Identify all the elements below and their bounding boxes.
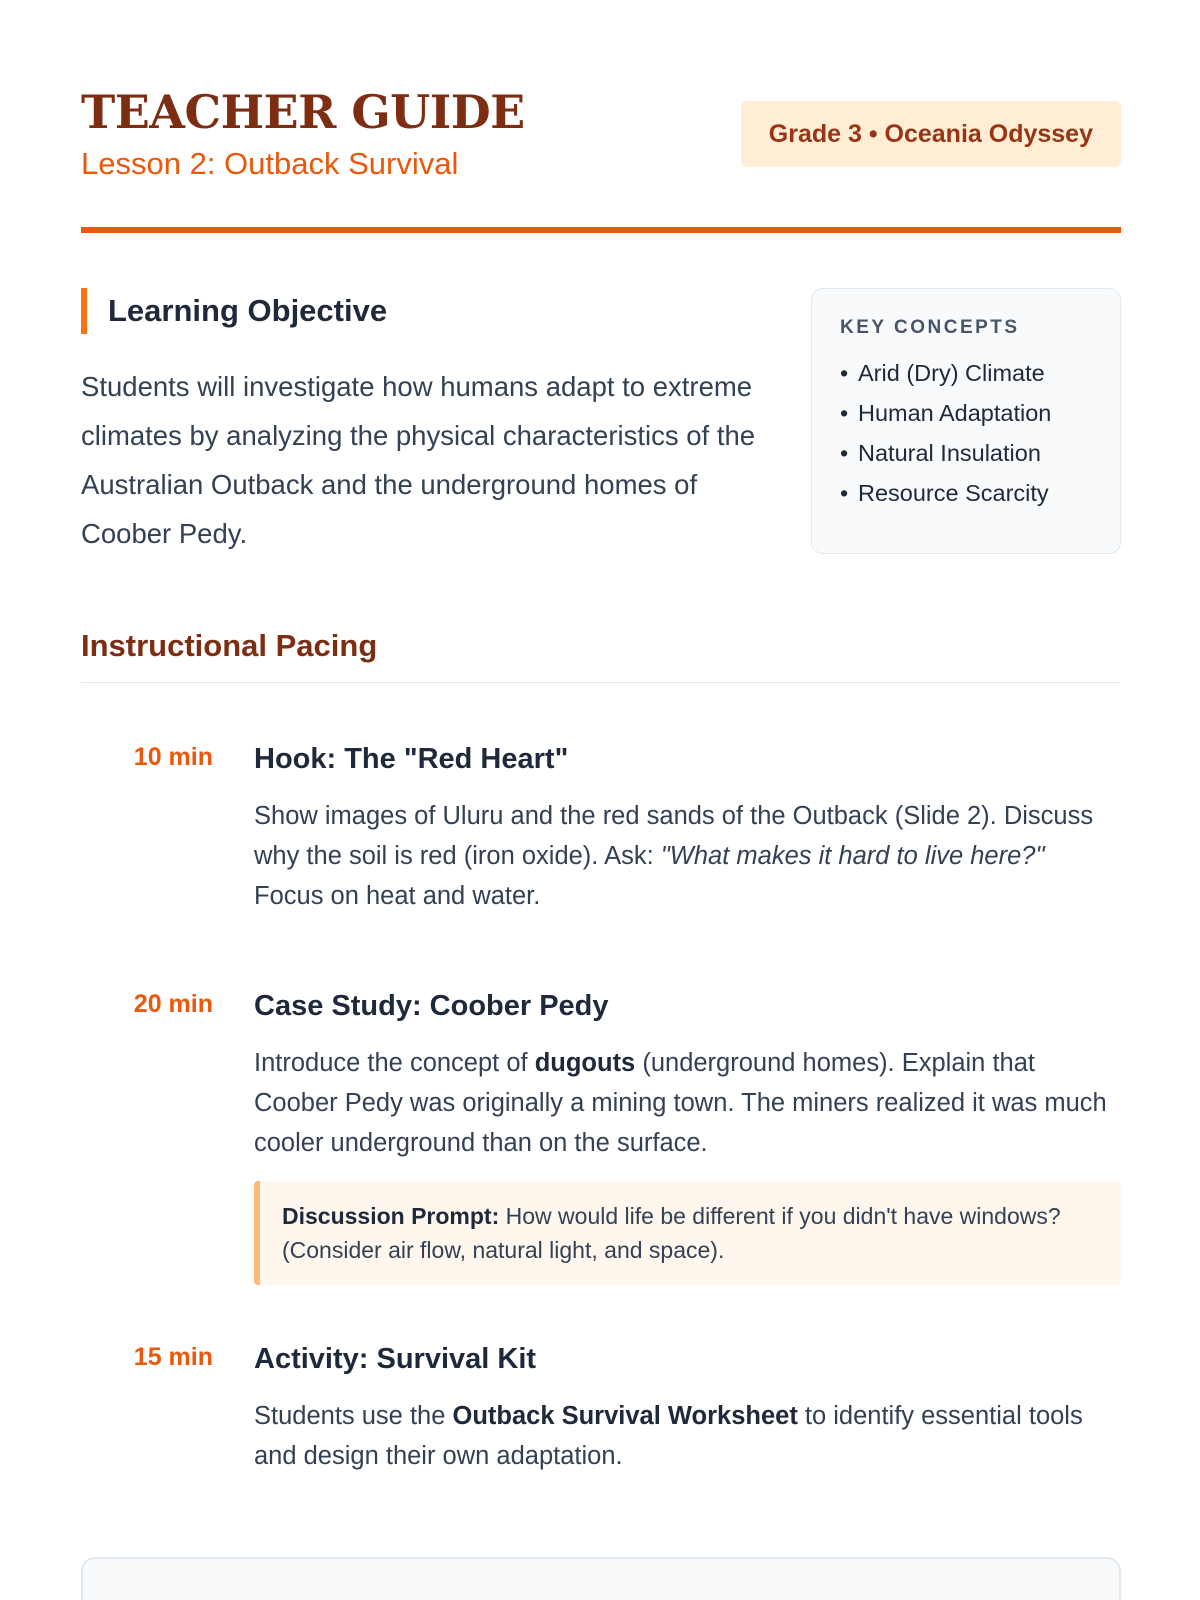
lesson-subtitle: Lesson 2: Outback Survival [81,146,459,181]
prompt-label: Discussion Prompt: [282,1203,500,1229]
objective-heading [81,288,771,334]
step-body [254,987,1121,1285]
step-duration: 15 min [133,1343,213,1371]
step-duration: 20 min [133,990,213,1018]
step-description: Students use the Outback Survival Worksheet to identify essential tools and design their own adaptation. [254,1402,1083,1470]
objective-heading-label: Learning Objective [108,293,388,328]
step-duration: 10 min [133,743,213,771]
pacing-divider [81,682,1121,683]
guide-header [81,84,1121,234]
key-concepts-title: KEY CONCEPTS [840,317,1020,338]
step-title: Case Study: Coober Pedy [254,990,609,1022]
step-title: Activity: Survival Kit [254,1343,537,1375]
step-title: Hook: The "Red Heart" [254,743,569,775]
prompt-text: How would life be different if you didn't have windows? (Consider air flow, natural light, and space). [282,1203,1061,1263]
bullet-icon: • [840,480,849,506]
key-concepts-list [840,353,1092,513]
pacing-heading: Instructional Pacing [81,628,378,663]
step-description: Show images of Uluru and the red sands of the Outback (Slide 2). Discuss why the soil is red (iron oxide). Ask: "What makes it hard to live here?" Focus on heat and water. [254,802,1094,910]
header-divider [81,227,1121,233]
step-body [254,740,1121,916]
step-description: Introduce the concept of dugouts (underground homes). Explain that Coober Pedy was originally a mining town. The miners realized it was much cooler underground than on the surface. [254,1049,1107,1157]
list-item: • Resource Scarcity [840,473,1092,513]
list-item: • Arid (Dry) Climate [840,353,1092,393]
bullet-icon: • [840,360,849,386]
next-section-card [81,1557,1121,1600]
page-title: TEACHER GUIDE [81,85,525,139]
list-item: • Human Adaptation [840,393,1092,433]
objective-text: Students will investigate how humans adapt to extreme climates by analyzing the physical characteristics of the Australian Outback and the underground homes of Coober Pedy. [81,371,756,549]
accent-bar [81,288,87,334]
discussion-prompt [254,1181,1121,1285]
teacher-guide-page [81,0,1121,1600]
bullet-icon: • [840,400,849,426]
grade-badge: Grade 3 • Oceania Odyssey [741,101,1121,167]
bullet-icon: • [840,440,849,466]
step-body [254,1340,1121,1476]
list-item: • Natural Insulation [840,433,1092,473]
learning-objective-section [81,288,771,558]
key-concepts-card [811,288,1121,554]
